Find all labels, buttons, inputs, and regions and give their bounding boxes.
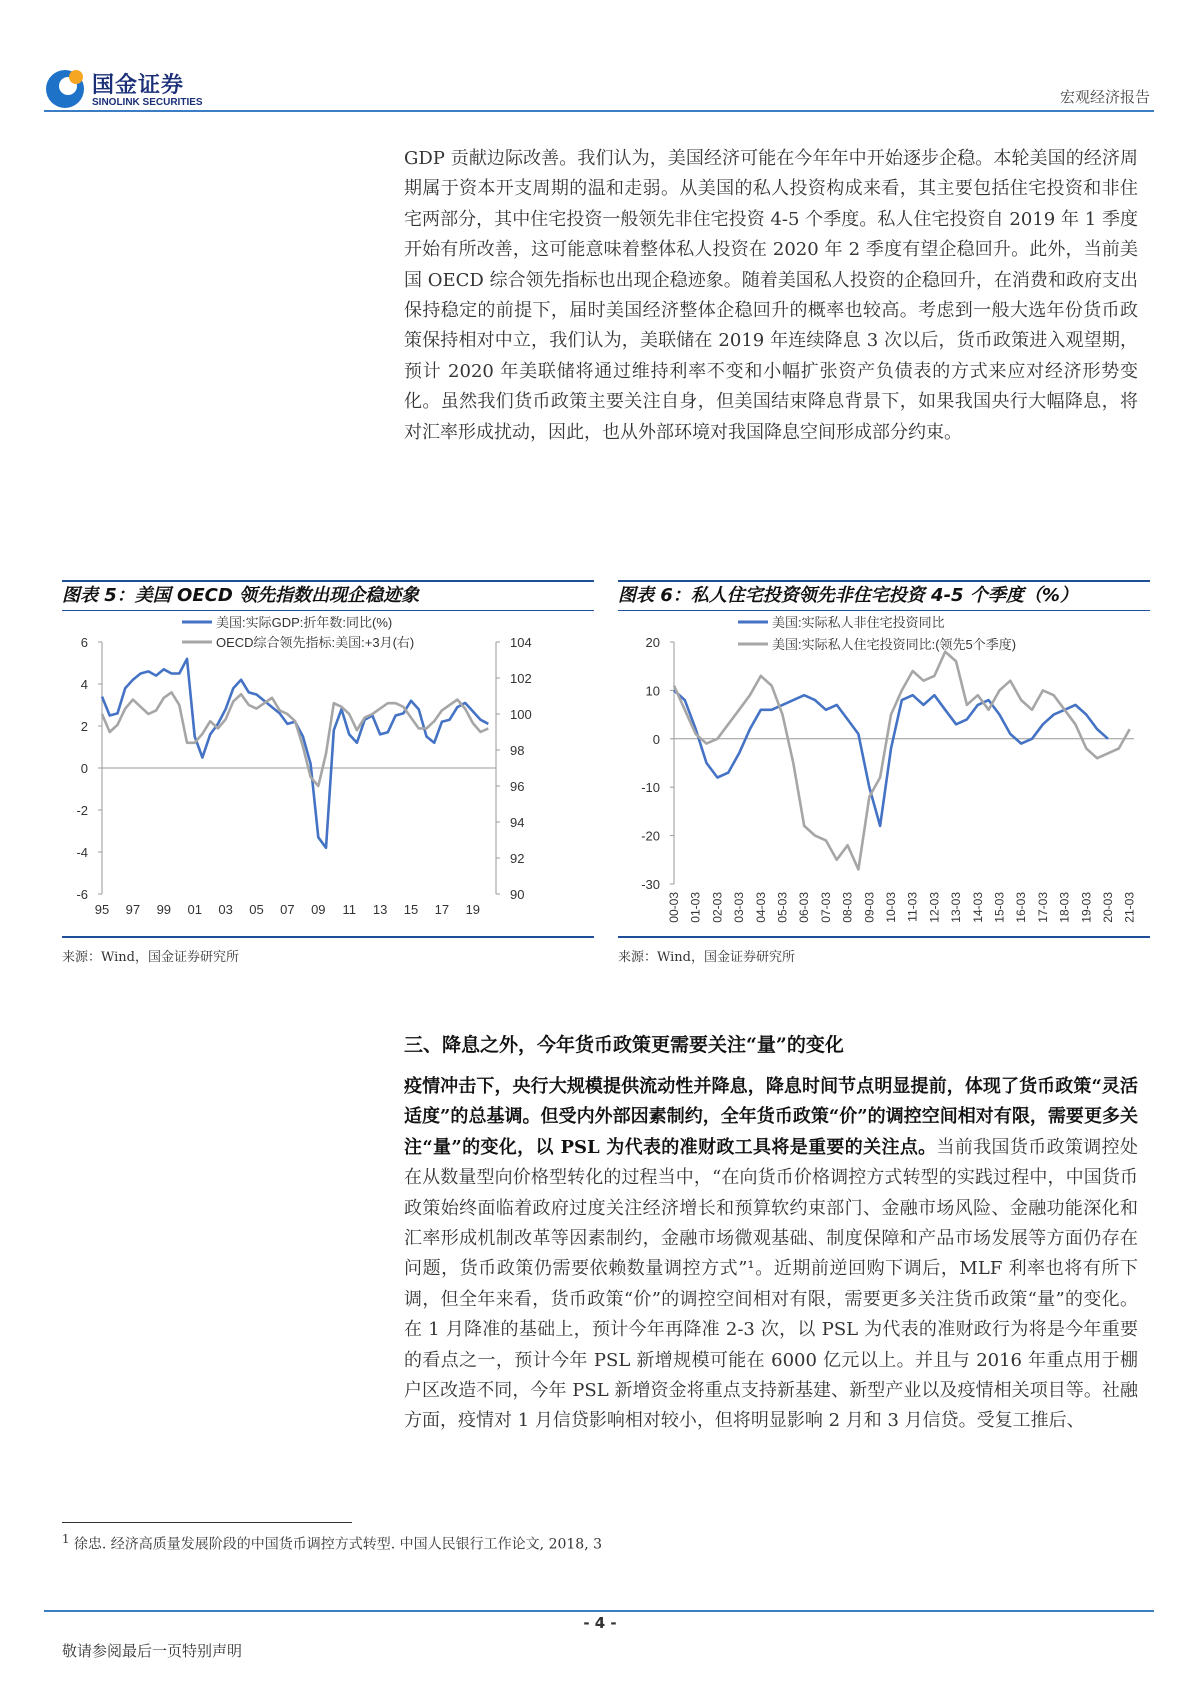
x-tick-label: 10-03 xyxy=(884,892,898,923)
y-tick-label: 10 xyxy=(645,683,660,699)
x-tick-label: 01-03 xyxy=(688,892,703,923)
right-tick-label: 100 xyxy=(510,707,532,722)
fig6-chart xyxy=(618,612,1150,936)
x-tick-label: 13 xyxy=(372,902,388,917)
x-tick-label: 08-03 xyxy=(840,892,855,923)
footer-divider xyxy=(44,1610,1154,1612)
footnote xyxy=(62,1532,602,1554)
x-tick-label: 11-03 xyxy=(905,892,920,922)
right-tick-label: 104 xyxy=(510,635,532,650)
x-tick-label: 02-03 xyxy=(710,892,725,923)
right-tick-label: 96 xyxy=(510,779,525,794)
logo-english-name: SINOLINK SECURITIES xyxy=(92,97,203,108)
x-tick-label: 06-03 xyxy=(797,892,812,923)
body-paragraph-2-lead: 疫情冲击下，央行大规模提供流动性并降息，降息时间节点明显提前，体现了货币政策“灵活适度”的总基调。但受内外部因素制约，全年货币政策“价”的调控空间相对有限，需要更多关注“量”的变化，以 PSL 为代表的准财政工具将是重要的关注点。 xyxy=(404,1076,1138,1158)
y-tick-label: 20 xyxy=(645,635,660,650)
legend-label: OECD综合领先指标:美国:+3月(右) xyxy=(216,635,415,650)
header-divider xyxy=(44,110,1154,112)
y-tick-label: -10 xyxy=(641,780,660,796)
footnote-marker: 1 xyxy=(62,1532,70,1546)
section-heading: 三、降息之外，今年货币政策更需要关注“量”的变化 xyxy=(404,1034,844,1056)
x-tick-label: 99 xyxy=(156,902,172,917)
fig5-source: 来源：Wind，国金证券研究所 xyxy=(62,950,239,965)
footer-disclaimer: 敬请参阅最后一页特别声明 xyxy=(62,1642,243,1660)
left-tick-label: 6 xyxy=(80,635,88,650)
x-tick-label: 21-03 xyxy=(1122,892,1137,923)
legend-label: 美国:实际GDP:折年数:同比(%) xyxy=(216,615,393,630)
legend-label: 美国:实际私人非住宅投资同比 xyxy=(772,615,945,630)
body-paragraph-2-text: 当前我国货币政策调控处在从数量型向价格型转化的过程当中，“在向货币价格调控方式转型的实践过程中，中国货币政策始终面临着政府过度关注经济增长和预算软约束部门、金融市场风险、金融功能深化和汇率形成机制改革等因素制约，金融市场微观基础、制度保障和产品市场发展等方面仍存在问题，货币政策仍需要依赖数量调控方式”¹。近期前逆回购下调后，MLF 利率也将有所下调，但全年来看，货币政策“价”的调控空间相对有限，需要更多关注货币政策“量”的变化。在 1 月降准的基础上，预计今年再降准 2-3 次，以 PSL 为代表的准财政行为将是今年重要的看点之一，预计今年 PSL 新增规模可能在 6000 亿元以上。并且与 2016 年重点用于棚户区改造不同，今年 PSL 新增资金将重点支持新基建、新型产业以及疫情相关项目等。社融方面，疫情对 1 月信贷影响相对较小，但将明显影响 2 月和 3 月信贷。受复工推后、 xyxy=(404,1136,1138,1432)
fig6-bottom-rule xyxy=(618,936,1150,938)
right-tick-label: 90 xyxy=(510,887,525,902)
left-tick-label: -6 xyxy=(76,887,88,902)
x-tick-label: 18-03 xyxy=(1057,892,1072,923)
legend-label: 美国:实际私人住宅投资同比:(领先5个季度) xyxy=(772,637,1017,652)
left-tick-label: 0 xyxy=(80,761,88,776)
left-tick-label: -4 xyxy=(76,845,88,860)
fig6-source: 来源：Wind，国金证券研究所 xyxy=(618,950,795,965)
x-tick-label: 09-03 xyxy=(862,892,877,923)
right-tick-label: 98 xyxy=(510,743,525,758)
x-tick-label: 07-03 xyxy=(818,892,833,923)
x-tick-label: 97 xyxy=(125,902,141,917)
footnote-divider xyxy=(62,1522,352,1523)
x-tick-label: 17 xyxy=(434,902,450,917)
footnote-text: 徐忠. 经济高质量发展阶段的中国货币调控方式转型. 中国人民银行工作论文, 2018, 3 xyxy=(73,1536,603,1553)
y-tick-label: 0 xyxy=(652,731,660,747)
left-tick-label: 2 xyxy=(80,719,88,734)
logo-icon xyxy=(44,66,88,110)
x-tick-label: 05-03 xyxy=(775,892,790,923)
x-tick-label: 04-03 xyxy=(753,892,768,923)
x-tick-label: 03 xyxy=(218,902,233,917)
x-tick-label: 15 xyxy=(403,902,419,917)
fig5-chart xyxy=(62,612,594,936)
x-tick-label: 14-03 xyxy=(970,892,985,923)
right-tick-label: 94 xyxy=(510,815,525,830)
left-tick-label: -2 xyxy=(76,803,88,818)
body-paragraph-2 xyxy=(404,1072,1138,1437)
y-tick-label: -30 xyxy=(641,877,660,892)
x-tick-label: 00-03 xyxy=(667,892,681,923)
right-tick-label: 102 xyxy=(510,671,532,686)
fig5-title: 图表 5：美国 OECD 领先指数出现企稳迹象 xyxy=(62,582,594,611)
x-tick-label: 13-03 xyxy=(949,892,964,923)
fig5-bottom-rule xyxy=(62,936,594,938)
x-tick-label: 07 xyxy=(280,902,295,917)
x-tick-label: 09 xyxy=(311,902,326,917)
x-tick-label: 11 xyxy=(342,902,356,917)
left-tick-label: 4 xyxy=(80,677,88,692)
x-tick-label: 05 xyxy=(249,902,264,917)
x-tick-label: 20-03 xyxy=(1101,892,1115,923)
company-logo xyxy=(44,66,244,112)
x-tick-label: 01 xyxy=(187,902,202,917)
report-type: 宏观经济报告 xyxy=(1059,88,1150,106)
x-tick-label: 95 xyxy=(94,902,110,917)
x-tick-label: 12-03 xyxy=(927,892,942,923)
gdp-series-line xyxy=(102,659,488,848)
y-tick-label: -20 xyxy=(641,828,660,844)
x-tick-label: 17-03 xyxy=(1035,892,1050,923)
x-tick-label: 15-03 xyxy=(992,892,1007,923)
x-tick-label: 19 xyxy=(465,902,481,917)
fig6-title: 图表 6：私人住宅投资领先非住宅投资 4-5 个季度（%） xyxy=(618,582,1150,611)
x-tick-label: 16-03 xyxy=(1014,892,1029,923)
page-number: - 4 - xyxy=(583,1614,617,1632)
x-tick-label: 19-03 xyxy=(1079,892,1094,923)
residential-series-line xyxy=(674,652,1130,870)
logo-chinese-name: 国金证券 xyxy=(92,73,185,98)
x-tick-label: 03-03 xyxy=(732,892,747,923)
body-paragraph-1: GDP 贡献边际改善。我们认为，美国经济可能在今年年中开始逐步企稳。本轮美国的经济周期属于资本开支周期的温和走弱。从美国的私人投资构成来看，其主要包括住宅投资和非住宅两部分，其中住宅投资一般领先非住宅投资 4-5 个季度。私人住宅投资自 2019 年 1 季度开始有所改善，这可能意味着整体私人投资在 2020 年 2 季度有望企稳回升。此外，当前美国 OECD 综合领先指标也出现企稳迹象。随着美国私人投资的企稳回升，在消费和政府支出保持稳定的前提下，届时美国经济整体企稳回升的概率也较高。考虑到一般大选年份货币政策保持相对中立，我们认为，美联储在 2019 年连续降息 3 次以后，货币政策进入观望期，预计 2020 年美联储将通过维持利率不变和小幅扩张资产负债表的方式来应对经济形势变化。虽然我们货币政策主要关注自身，但美国结束降息背景下，如果我国央行大幅降息，将对汇率形成扰动，因此，也从外部环境对我国降息空间形成部分约束。 xyxy=(404,148,1138,443)
right-tick-label: 92 xyxy=(510,851,525,866)
